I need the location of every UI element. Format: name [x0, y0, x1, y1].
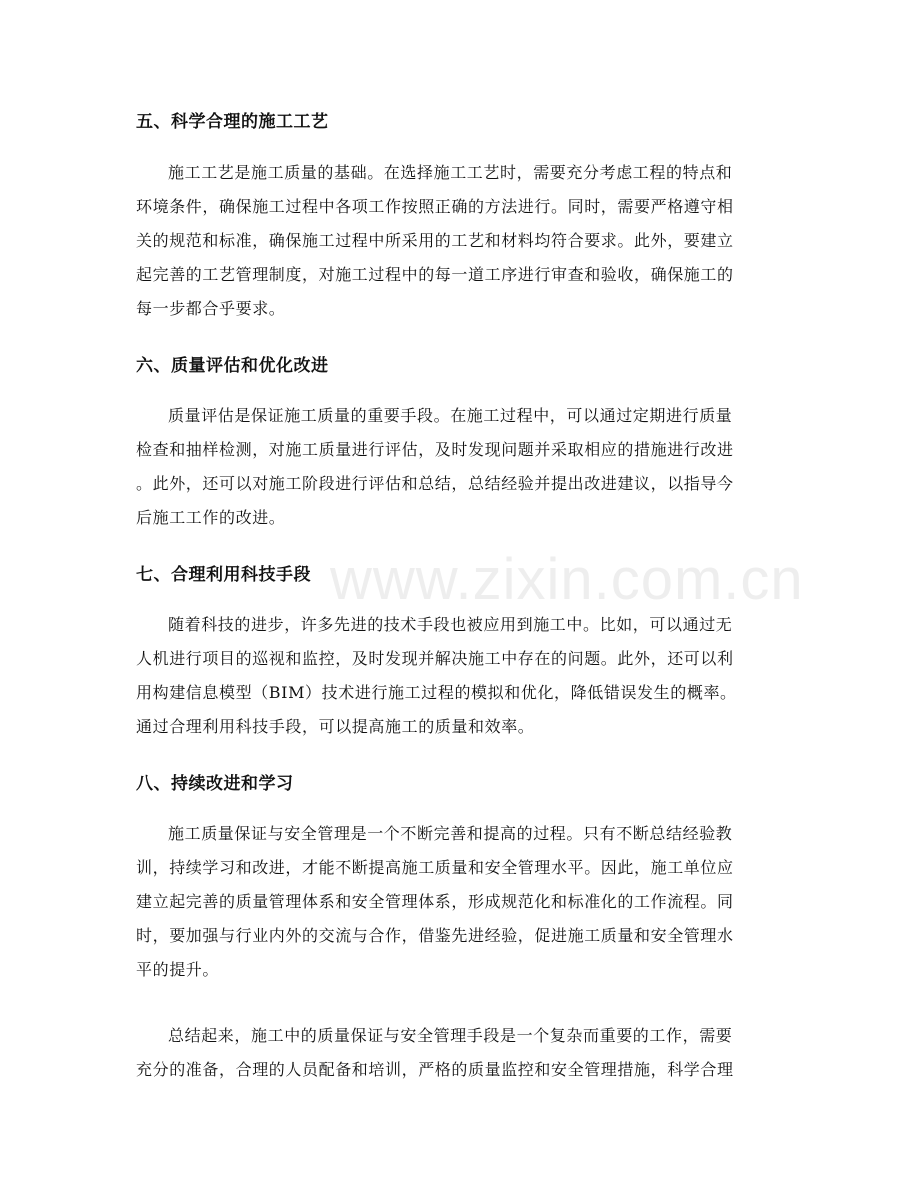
paragraph-line: 建立起完善的质量管理体系和安全管理体系，形成规范化和标准化的工作流程。同 [136, 892, 734, 911]
paragraph-line: 关的规范和标准，确保施工过程中所采用的工艺和材料均符合要求。此外，要建立 [136, 231, 734, 250]
conclusion-line: 充分的准备，合理的人员配备和培训，严格的质量监控和安全管理措施，科学合理 [136, 1060, 734, 1079]
paragraph-line: 通过合理利用科技手段，可以提高施工的质量和效率。 [136, 717, 535, 736]
section-heading-7: 七、合理利用科技手段 [136, 565, 311, 585]
paragraph-line: 检查和抽样检测，对施工质量进行评估，及时发现问题并采取相应的措施进行改进 [136, 440, 734, 459]
paragraph-line: 平的提升。 [136, 960, 220, 979]
paragraph-line: 环境条件，确保施工过程中各项工作按照正确的方法进行。同时，需要严格遵守相 [136, 197, 734, 216]
paragraph-line: 人机进行项目的巡视和监控，及时发现并解决施工中存在的问题。此外，还可以利 [136, 649, 734, 668]
paragraph-line: 每一步都合乎要求。 [136, 299, 286, 318]
section-heading-8: 八、持续改进和学习 [136, 774, 294, 794]
paragraph-line: 训，持续学习和改进，才能不断提高施工质量和安全管理水平。因此，施工单位应 [136, 858, 734, 877]
paragraph-line: 时，要加强与行业内外的交流与合作，借鉴先进经验，促进施工质量和安全管理水 [136, 926, 734, 945]
section-heading-6: 六、质量评估和优化改进 [136, 356, 329, 376]
paragraph-line: 起完善的工艺管理制度，对施工过程中的每一道工序进行审查和验收，确保施工的 [136, 265, 734, 284]
paragraph-line: 施工质量保证与安全管理是一个不断完善和提高的过程。只有不断总结经验教 [168, 824, 733, 843]
paragraph-line: 质量评估是保证施工质量的重要手段。在施工过程中，可以通过定期进行质量 [168, 406, 733, 425]
paragraph-line: 随着科技的进步，许多先进的技术手段也被应用到施工中。比如，可以通过无 [168, 615, 733, 634]
paragraph-line: 用构建信息模型（BIM）技术进行施工过程的模拟和优化，降低错误发生的概率。 [136, 683, 737, 702]
watermark: www.zixin.com.cn [330, 547, 804, 612]
paragraph-line: 。此外，还可以对施工阶段进行评估和总结，总结经验并提出改进建议，以指导今 [136, 474, 734, 493]
paragraph-line: 施工工艺是施工质量的基础。在选择施工工艺时，需要充分考虑工程的特点和 [168, 163, 733, 182]
section-heading-5: 五、科学合理的施工工艺 [136, 112, 329, 132]
paragraph-line: 后施工工作的改进。 [136, 508, 286, 527]
conclusion-line: 总结起来，施工中的质量保证与安全管理手段是一个复杂而重要的工作，需要 [168, 1026, 733, 1045]
